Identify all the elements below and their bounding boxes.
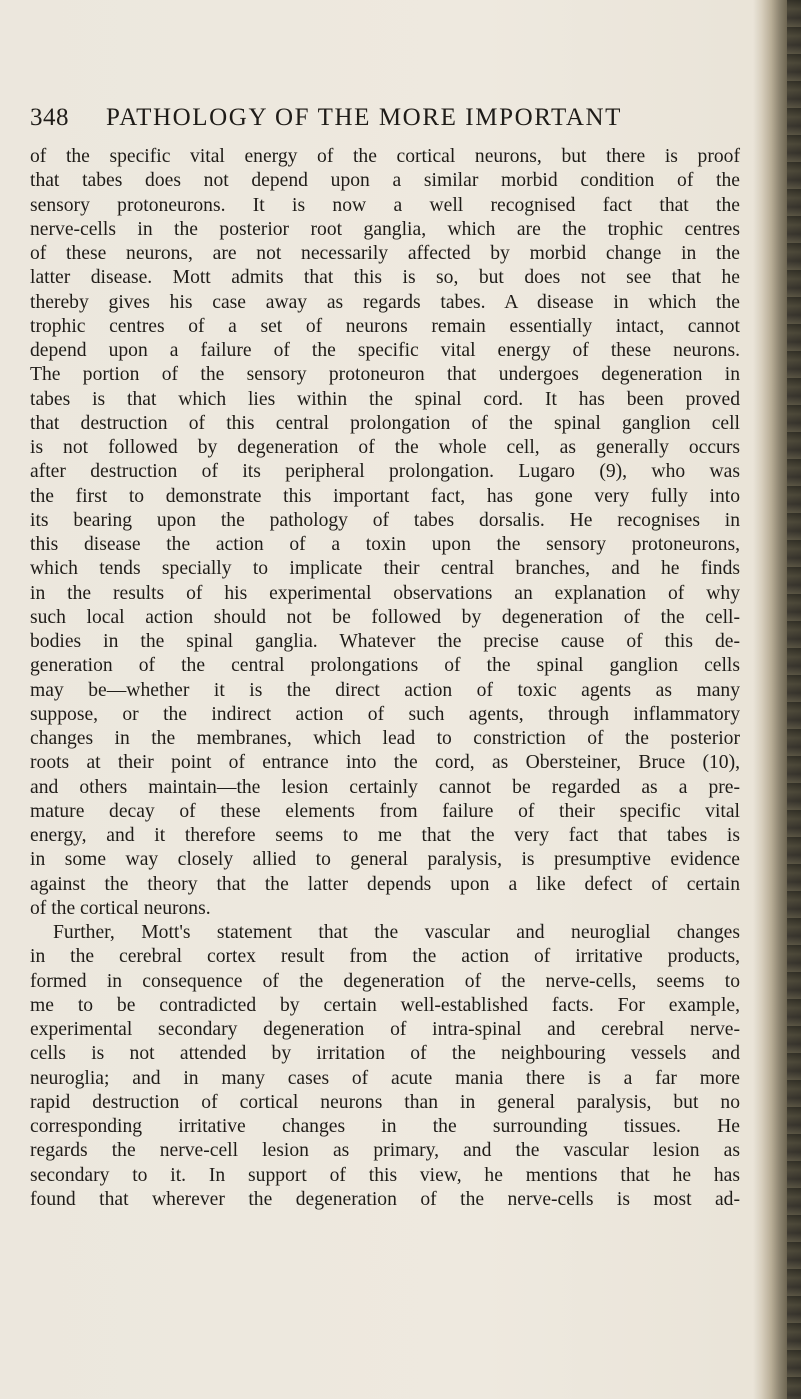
text-line: roots at their point of entrance into the cord, as Obersteiner, Bruce (10), [30,752,740,774]
text-line: sensory protoneurons. It is now a well recognised fact that the [30,194,740,216]
text-line: which tends specially to implicate their central branches, and he finds [30,558,740,580]
text-line: The portion of the sensory protoneuron that undergoes degeneration in [30,364,740,386]
text-line: corresponding irritative changes in the surrounding tissues. He [30,1116,740,1137]
text-line: the first to demonstrate this important fact, has gone very fully into [30,485,740,507]
text-line: this disease the action of a toxin upon the sensory protoneurons, [30,534,740,555]
text-line: trophic centres of a set of neurons remain essentially intact, cannot [30,315,740,337]
text-line: tabes is that which lies within the spinal cord. It has been proved [30,388,740,410]
text-line: depend upon a failure of the specific vital energy of these neurons. [30,340,740,361]
body-text [30,145,740,1212]
text-line: may be—whether it is the direct action of toxic agents as many [30,679,740,701]
text-line: after destruction of its peripheral prolongation. Lugaro (9), who was [30,461,740,483]
text-line: in some way closely allied to general paralysis, is presumptive evidence [30,849,740,871]
text-line: of the specific vital energy of the cortical neurons, but there is proof [30,146,740,167]
book-binding-edge [753,0,801,1399]
text-line: experimental secondary degeneration of intra-spinal and cerebral nerve- [30,1019,740,1040]
text-line: and others maintain—the lesion certainly cannot be regarded as a pre- [30,776,740,798]
text-line: such local action should not be followed by degeneration of the cell- [30,606,740,628]
page-number: 348 [30,104,69,131]
text-line: changes in the membranes, which lead to constriction of the posterior [30,728,740,749]
text-line: nerve-cells in the posterior root ganglia, which are the trophic centres [30,218,740,240]
text-line: cells is not attended by irritation of the neighbouring vessels and [30,1043,740,1065]
text-line: generation of the central prolongations of the spinal ganglion cells [30,655,740,677]
page-header [30,104,730,144]
text-line: in the cerebral cortex result from the action of irritative products, [30,946,740,968]
text-line: of these neurons, are not necessarily affected by morbid change in the [30,243,740,264]
text-line: neuroglia; and in many cases of acute mania there is a far more [30,1067,740,1089]
text-line: mature decay of these elements from failure of their specific vital [30,800,740,822]
text-line: regards the nerve-cell lesion as primary, and the vascular lesion as [30,1140,740,1162]
text-line: is not followed by degeneration of the whole cell, as generally occurs [30,437,740,458]
text-line: found that wherever the degeneration of the nerve-cells is most ad- [30,1188,740,1210]
text-line: against the theory that the latter depends upon a like defect of certain [30,873,740,895]
running-title: PATHOLOGY OF THE MORE IMPORTANT [106,104,623,131]
text-line: rapid destruction of cortical neurons than in general paralysis, but no [30,1091,740,1113]
text-line: suppose, or the indirect action of such agents, through inflammatory [30,703,740,725]
text-line: energy, and it therefore seems to me that the very fact that tabes is [30,825,740,846]
text-line: secondary to it. In support of this view, he mentions that he has [30,1164,740,1186]
paragraph-end-line: of the cortical neurons. [30,897,211,919]
text-line: thereby gives his case away as regards tabes. A disease in which the [30,291,740,313]
text-line: me to be contradicted by certain well-established facts. For example, [30,994,740,1016]
text-line: that tabes does not depend upon a similar morbid condition of the [30,170,740,192]
text-line: formed in consequence of the degeneration of the nerve-cells, seems to [30,970,740,992]
text-line: latter disease. Mott admits that this is so, but does not see that he [30,267,740,289]
text-line: in the results of his experimental observations an explanation of why [30,582,740,604]
text-line: bodies in the spinal ganglia. Whatever the precise cause of this de- [30,631,740,652]
paragraph-start-line: Further, Mott's statement that the vascular and neuroglial changes [53,922,740,943]
text-line: that destruction of this central prolongation of the spinal ganglion cell [30,412,740,434]
text-line: its bearing upon the pathology of tabes dorsalis. He recognises in [30,509,740,531]
